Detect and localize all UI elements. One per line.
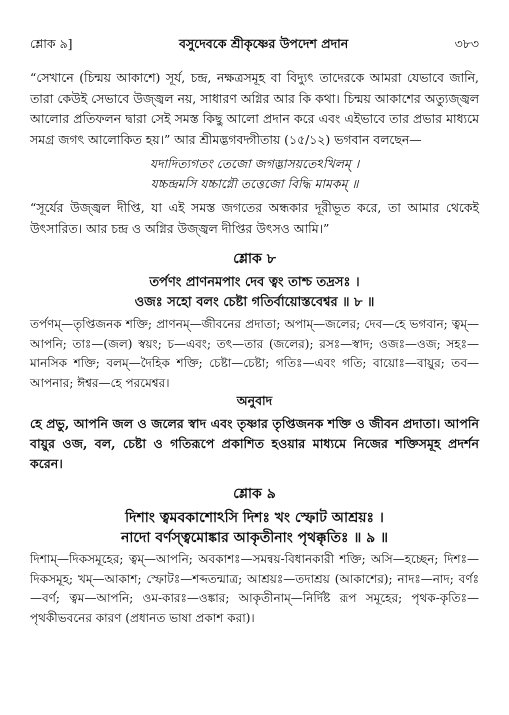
- verse-8-synonyms: তর্পণম্—তৃপ্তিজনক শক্তি; প্রাণনম্—জীবনের প্রদাতা; অপাম্—জলের; দেব—হে ভগবান; ত্বম্—আপনি; তাঃ—(জল) স্বয়ং; চ—এবং; তৎ—তার (জলের); রসঃ—স্বাদ; ওজঃ—ওজ; সহঃ—মানসিক শক্তি; বলম্—দৈহিক শক্তি; চেষ্টা—চেষ্টা; গতিঃ—এবং গতি; বায়োঃ—বায়ুর; তব—আপনার; ঈশ্বর—হে পরমেশ্বর।: [30, 317, 479, 390]
- verse-8-translation-heading: অনুবাদ: [236, 393, 273, 408]
- page-number: ৩৮৩: [454, 36, 479, 51]
- verse-8-heading: শ্লোক ৮: [233, 251, 276, 267]
- purport-paragraph-1: “সেখানে (চিন্ময় আকাশে) সূর্য, চন্দ্র, নক্ষত্রসমূহ বা বিদ্যুৎ তাদেরকে আমরা যেভাবে জানি, তারা কেউই সেভাবে উজ্জ্বল নয়, সাধারণ অগ্নির আর কি কথা। চিন্ময় আকাশের অত্যুজ্জ্বল আলোর প্রতিফলন দ্বারা সেই সমস্ত কিছু আলো প্রদান করে এবং এইভাবে তার প্রভার মাধ্যমে সমগ্র জগৎ আলোকিত হয়।” আর শ্রীমদ্ভগবদ্গীতায় (১৫/১২) ভগবান বলছেন—: [30, 70, 479, 147]
- verse-8-line-2: ওজঃ সহো বলং চেষ্টা গতির্বায়োস্তবেশ্বর ॥ ৮ ॥: [134, 295, 375, 310]
- gita-quote: [30, 154, 479, 194]
- verse-9-line-1: দিশাং ত্বমবকাশোঽসি দিশঃ খং স্ফোট আশ্রয়ঃ ।: [125, 510, 384, 526]
- gita-quote-line-1: যদাদিত্যগতং তেজো জগদ্ভাসয়তেঽখিলম্ ।: [149, 156, 360, 171]
- header-chapter-title: বসুদেবকে শ্রীকৃষ্ণের উপদেশ প্রদান: [178, 36, 349, 51]
- running-header: [30, 36, 479, 56]
- verse-9-heading: শ্লোক ৯: [233, 486, 276, 502]
- purport-paragraph-2: “সূর্যের উজ্জ্বল দীপ্তি, যা এই সমস্ত জগতের অন্ধকার দূরীভূত করে, তা আমার থেকেই উৎসারিত। আর চন্দ্র ও অগ্নির উজ্জ্বল দীপ্তির উৎসও আমি।”: [30, 200, 479, 236]
- verse-9-line-2: নাদো বর্ণস্ত্বমোঙ্কার আকৃতীনাং পৃথক্কৃতিঃ ॥ ৯ ॥: [121, 530, 388, 546]
- verse-8-translation: হে প্রভু, আপনি জল ও জলের স্বাদ এবং তৃষ্ণার তৃপ্তিজনক শক্তি ও জীবন প্রদাতা। আপনি বায়ুর ওজ, বল, চেষ্টা ও গতিরূপে প্রকাশিত হওয়ার মাধ্যমে নিজের শক্তিসমূহ প্রদর্শন করেন।: [30, 416, 479, 471]
- verse-8-line-1: তর্পণং প্রাণনমপাং দেব ত্বং তাশ্চ তদ্রসঃ ।: [149, 275, 360, 290]
- verse-9-synonyms: দিশাম্—দিকসমূহের; ত্বম্—আপনি; অবকাশঃ—সমন্বয়-বিধানকারী শক্তি; অসি—হচ্ছেন; দিশঃ—দিকসমূহ; খম্—আকাশ; স্ফোটঃ—শব্দতন্মাত্র; আশ্রয়ঃ—তদাশ্রয় (আকাশের); নাদঃ—নাদ; বর্ণঃ—বর্ণ; ত্বম—আপনি; ওম-কারঃ—ওঙ্কার; আকৃতীনাম্—নির্দিষ্ট রূপ সমূহের; পৃথক-কৃতিঃ—পৃথকীভবনের কারণ (প্রধানত ভাষা প্রকাশ করা)।: [30, 552, 479, 625]
- header-verse-ref: শ্লোক ৯]: [30, 36, 73, 51]
- gita-quote-line-2: যচ্চন্দ্রমসি যচ্চাগ্নৌ তত্তেজো বিদ্ধি মামকম্ ॥: [150, 176, 359, 191]
